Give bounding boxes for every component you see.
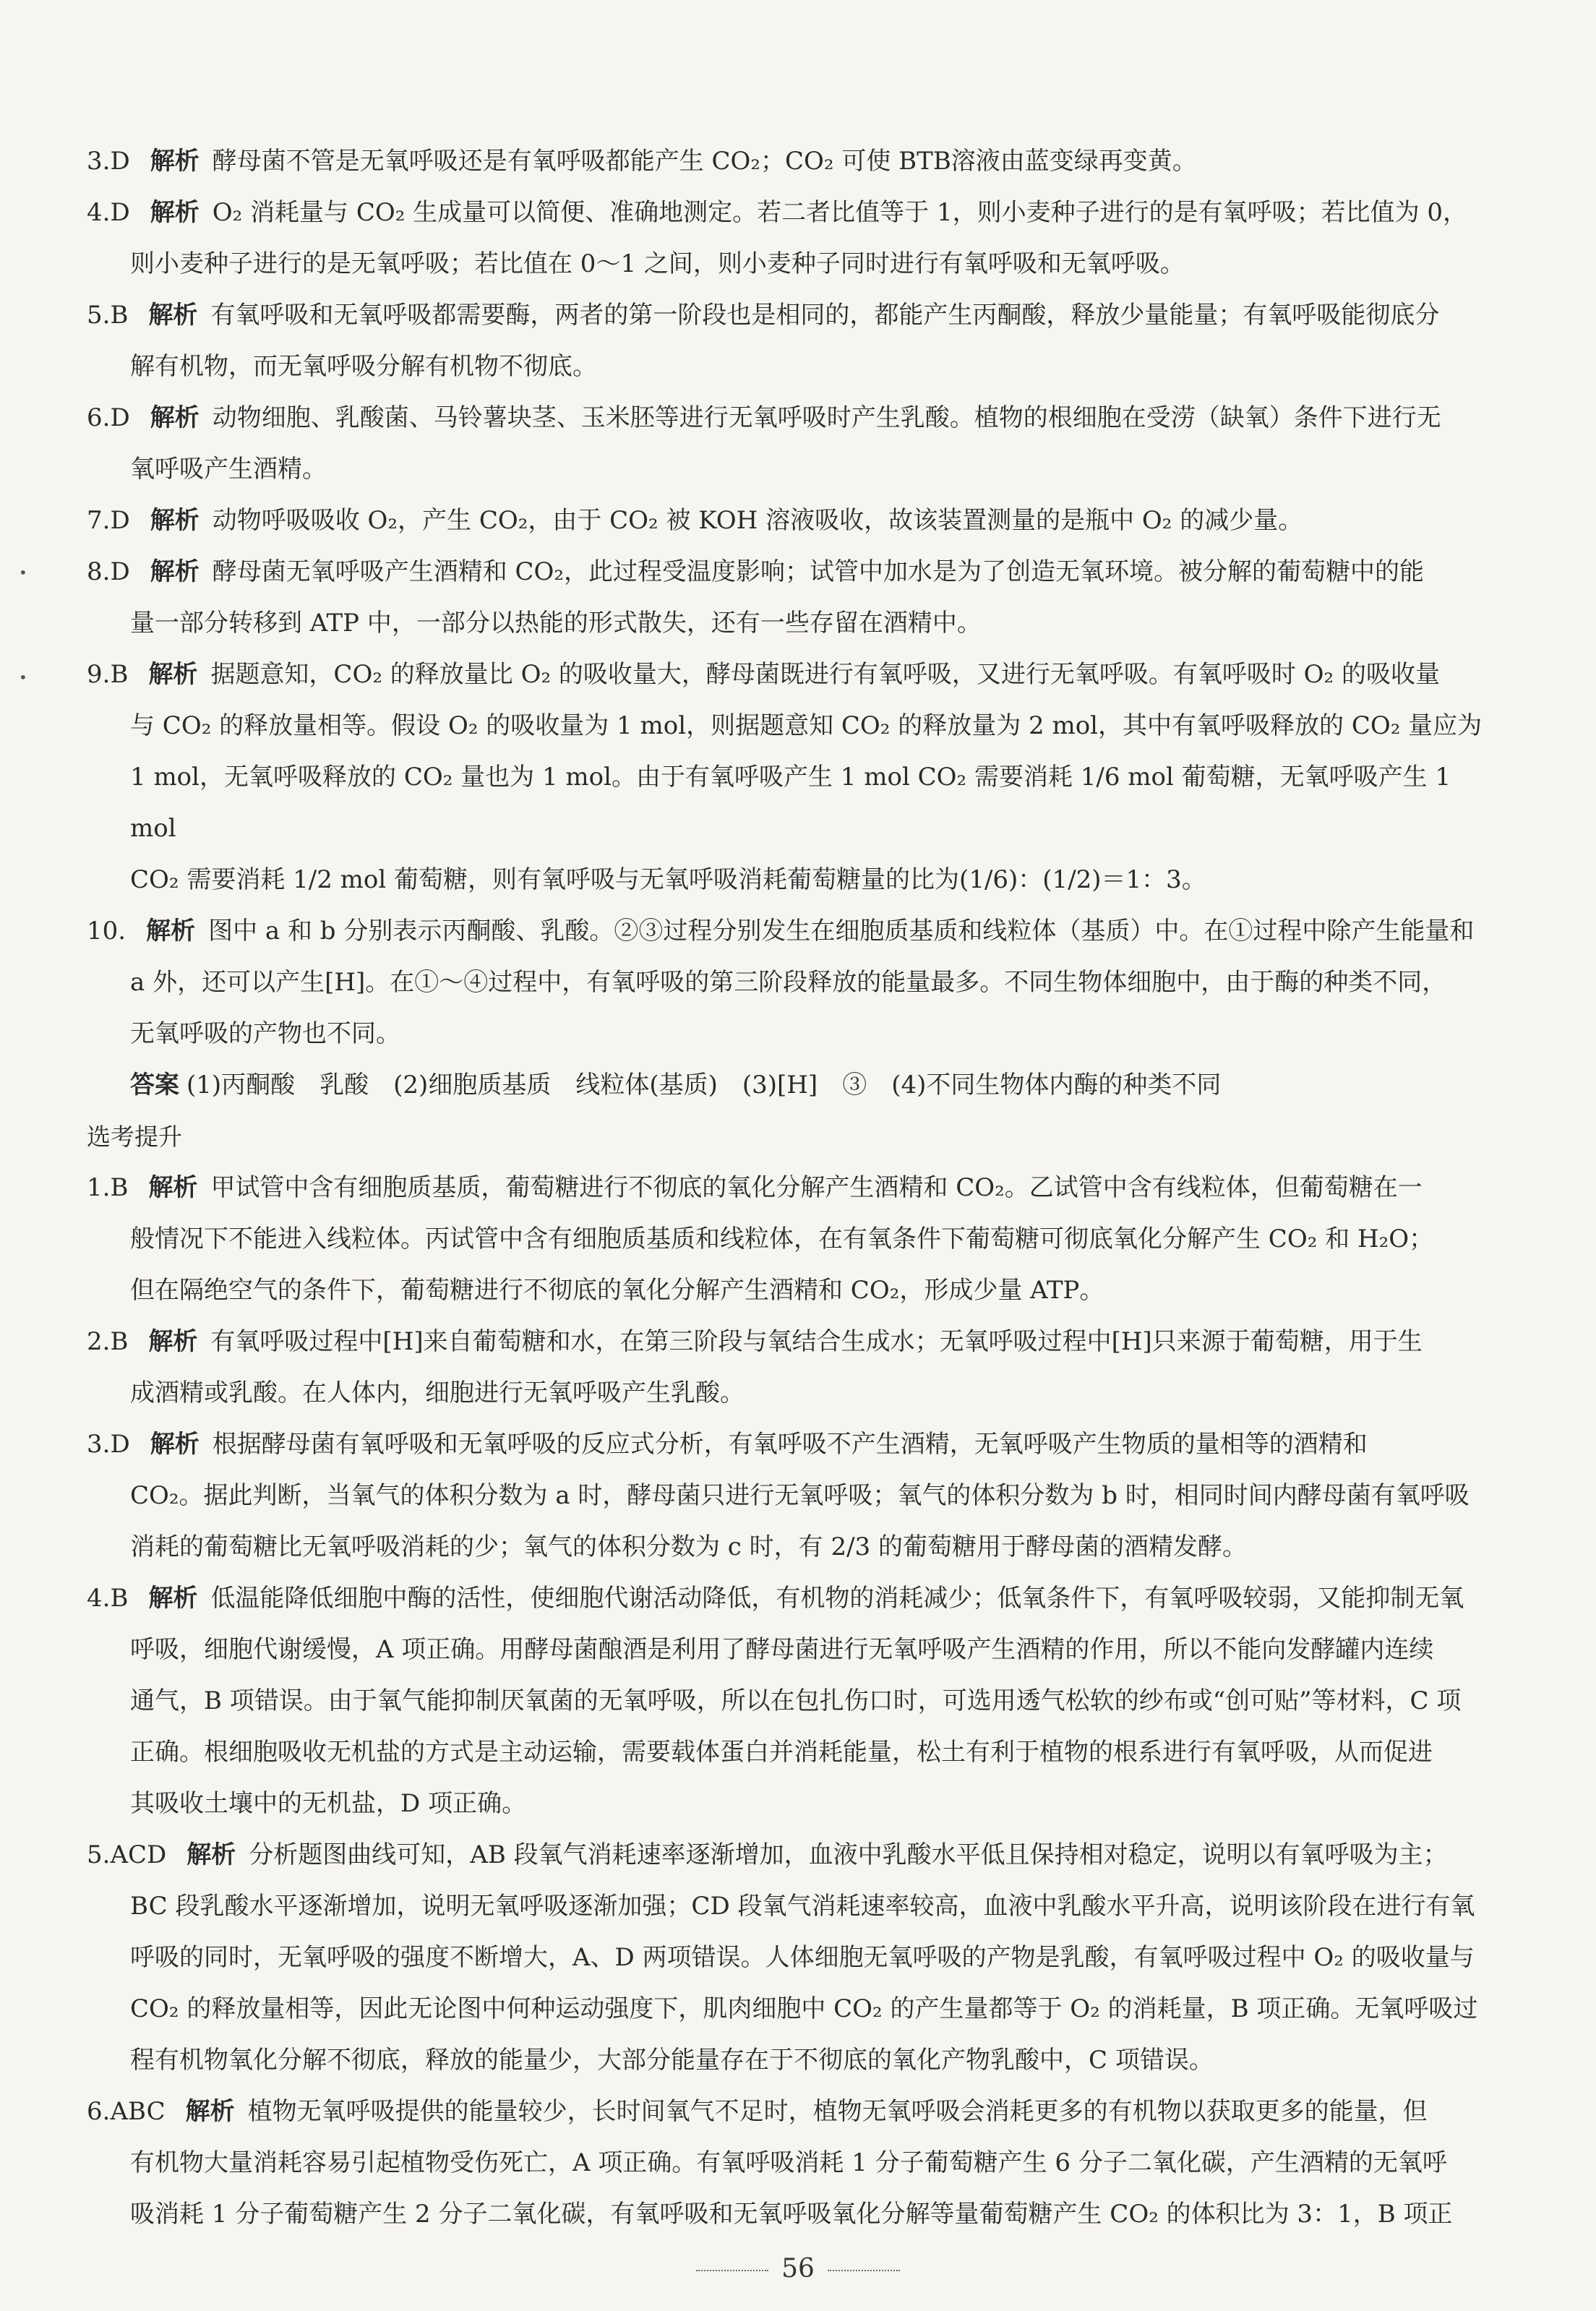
answer-line — [87, 1984, 1503, 2035]
answer-line — [87, 495, 1503, 546]
line-text: 图中 a 和 b 分别表示丙酮酸、乳酸。②③过程分别发生在细胞质基质和线粒体（基质）中。在①过程中除产生能量和 — [208, 917, 1475, 946]
answer-line — [87, 1470, 1503, 1522]
answer-list-2 — [87, 1162, 1503, 2240]
answer-item — [87, 136, 1503, 187]
line-text: 无氧呼吸的产物也不同。 — [130, 1019, 400, 1048]
line-text: 消耗的葡萄糖比无氧呼吸消耗的少；氧气的体积分数为 c 时，有 2/3 的葡萄糖用于酵母菌的酒精发酵。 — [130, 1532, 1247, 1561]
line-text: 酵母菌无氧呼吸产生酒精和 CO₂，此过程受温度影响；试管中加水是为了创造无氧环境。被分解的葡萄糖中的能 — [212, 557, 1425, 586]
line-text: 据题意知，CO₂ 的释放量比 O₂ 的吸收量大，酵母菌既进行有氧呼吸，又进行无氧呼吸。有氧呼吸时 O₂ 的吸收量 — [210, 660, 1440, 689]
answer-line — [87, 1162, 1503, 1214]
answer-line — [87, 239, 1503, 290]
line-text: 与 CO₂ 的释放量相等。假设 O₂ 的吸收量为 1 mol，则据题意知 CO₂ 的释放量为 2 mol，其中有氧呼吸释放的 CO₂ 量应为 — [130, 711, 1483, 740]
line-text: 根据酵母菌有氧呼吸和无氧呼吸的反应式分析，有氧呼吸不产生酒精，无氧呼吸产生物质的量相等的酒精和 — [212, 1430, 1368, 1459]
answer-item — [87, 1573, 1503, 1830]
footer-divider-left — [696, 2270, 768, 2271]
answer-line — [87, 1624, 1503, 1676]
answer-item — [87, 649, 1503, 906]
line-text: 程有机物氧化分解不彻底，释放的能量少，大部分能量存在于不彻底的氧化产物乳酸中，C 项错误。 — [130, 2046, 1214, 2075]
answer-line — [87, 1778, 1503, 1830]
line-text: 正确。根细胞吸收无机盐的方式是主动运输，需要载体蛋白并消耗能量，松土有利于植物的根系进行有氧呼吸，从而促进 — [130, 1738, 1433, 1767]
answer-line — [87, 136, 1503, 187]
answer-text: (1)丙酮酸 乳酸 (2)细胞质基质 线粒体(基质) (3)[H] ③ (4)不同生物体内酶的种类不同 — [186, 1071, 1222, 1099]
line-text: BC 段乳酸水平逐渐增加，说明无氧呼吸逐渐加强；CD 段氧气消耗速率较高，血液中乳酸水平升高，说明该阶段在进行有氧 — [130, 1892, 1475, 1921]
answer-line — [87, 1214, 1503, 1265]
line-text: 但在隔绝空气的条件下，葡萄糖进行不彻底的氧化分解产生酒精和 CO₂，形成少量 ATP。 — [130, 1276, 1104, 1305]
answer-line — [87, 598, 1503, 649]
answer-line — [87, 1573, 1503, 1624]
margin-mark: • — [19, 669, 27, 686]
analysis-keyword: 解析 — [150, 557, 200, 586]
analysis-keyword: 解析 — [148, 1173, 198, 1202]
question-number: 5.B — [87, 301, 129, 330]
line-text: 低温能降低细胞中酶的活性，使细胞代谢活动降低，有机物的消耗减少；低氧条件下，有氧呼吸较弱，又能抑制无氧 — [210, 1584, 1464, 1613]
line-text: 植物无氧呼吸提供的能量较少，长时间氧气不足时，植物无氧呼吸会消耗更多的有机物以获取更多的能量，但 — [247, 2097, 1428, 2126]
answer-line — [87, 1265, 1503, 1316]
answer-item — [87, 906, 1503, 1060]
answer-row — [87, 1060, 1503, 1111]
answer-content — [87, 136, 1503, 2240]
answer-line — [87, 700, 1503, 752]
analysis-keyword: 解析 — [150, 1430, 200, 1459]
analysis-keyword: 解析 — [150, 147, 200, 176]
line-text: 动物呼吸吸收 O₂，产生 CO₂，由于 CO₂ 被 KOH 溶液吸收，故该装置测量的是瓶中 O₂ 的减少量。 — [212, 506, 1303, 535]
answer-item — [87, 495, 1503, 546]
answer-item — [87, 2086, 1503, 2240]
answer-line — [87, 546, 1503, 598]
question-number: 2.B — [87, 1327, 129, 1356]
question-number: 10. — [87, 917, 126, 946]
answer-item — [87, 290, 1503, 393]
question-number: 7.D — [87, 506, 130, 535]
question-number: 6.D — [87, 403, 130, 432]
answer-line — [87, 1316, 1503, 1368]
question-number: 3.D — [87, 147, 130, 176]
answer-line — [87, 1830, 1503, 1881]
line-text: 般情况下不能进入线粒体。丙试管中含有细胞质基质和线粒体，在有氧条件下葡萄糖可彻底氧化分解产生 CO₂ 和 H₂O； — [130, 1225, 1434, 1253]
line-text: 通气，B 项错误。由于氧气能抑制厌氧菌的无氧呼吸，所以在包扎伤口时，可选用透气松软的纱布或“创可贴”等材料，C 项 — [130, 1686, 1462, 1715]
analysis-keyword: 解析 — [150, 198, 200, 227]
line-text: 解有机物，而无氧呼吸分解有机物不彻底。 — [130, 352, 597, 381]
answer-line — [87, 341, 1503, 393]
answer-line — [87, 393, 1503, 444]
line-text: 氧呼吸产生酒精。 — [130, 455, 327, 484]
answer-line — [87, 2086, 1503, 2138]
answer-line — [87, 854, 1503, 906]
analysis-keyword: 解析 — [150, 403, 200, 432]
answer-line — [87, 1932, 1503, 1984]
answer-list-1 — [87, 136, 1503, 1060]
line-text: 动物细胞、乳酸菌、马铃薯块茎、玉米胚等进行无氧呼吸时产生乳酸。植物的根细胞在受涝（缺氧）条件下进行无 — [212, 403, 1441, 432]
line-text: 则小麦种子进行的是无氧呼吸；若比值在 0～1 之间，则小麦种子同时进行有氧呼吸和无氧呼吸。 — [130, 249, 1185, 278]
analysis-keyword: 解析 — [186, 1840, 236, 1869]
question-number: 4.B — [87, 1584, 129, 1613]
answer-line — [87, 2035, 1503, 2086]
answer-line — [87, 1522, 1503, 1573]
answer-line — [87, 957, 1503, 1008]
margin-mark: • — [19, 564, 27, 581]
line-text: 吸消耗 1 分子葡萄糖产生 2 分子二氧化碳，有氧呼吸和无氧呼吸氧化分解等量葡萄糖产生 CO₂ 的体积比为 3：1，B 项正 — [130, 2200, 1453, 2229]
line-text: 有氧呼吸过程中[H]来自葡萄糖和水，在第三阶段与氧结合生成水；无氧呼吸过程中[H]只来源于葡萄糖，用于生 — [210, 1327, 1423, 1356]
line-text: 量一部分转移到 ATP 中，一部分以热能的形式散失，还有一些存留在酒精中。 — [130, 609, 982, 638]
page-footer — [0, 2254, 1596, 2284]
answer-item — [87, 1162, 1503, 1316]
question-number: 8.D — [87, 557, 130, 586]
line-text: 有机物大量消耗容易引起植物受伤死亡，A 项正确。有氧呼吸消耗 1 分子葡萄糖产生 6 分子二氧化碳，产生酒精的无氧呼 — [130, 2148, 1447, 2177]
question-number: 6.ABC — [87, 2097, 166, 2126]
answer-line — [87, 444, 1503, 495]
answer-line — [87, 1419, 1503, 1470]
line-text: CO₂。据此判断，当氧气的体积分数为 a 时，酵母菌只进行无氧呼吸；氧气的体积分数为 b 时，相同时间内酵母菌有氧呼吸 — [130, 1481, 1470, 1510]
answer-line — [87, 2189, 1503, 2240]
answer-item — [87, 1316, 1503, 1419]
answer-line — [87, 1368, 1503, 1419]
line-text: 其吸收土壤中的无机盐，D 项正确。 — [130, 1789, 527, 1818]
analysis-keyword: 解析 — [148, 1327, 198, 1356]
answer-line — [87, 290, 1503, 341]
line-text: 呼吸，细胞代谢缓慢，A 项正确。用酵母菌酿酒是利用了酵母菌进行无氧呼吸产生酒精的作用，所以不能向发酵罐内连续 — [130, 1635, 1434, 1664]
section-title: 选考提升 — [87, 1123, 182, 1151]
line-text: 分析题图曲线可知，AB 段氧气消耗速率逐渐增加，血液中乳酸水平低且保持相对稳定，说明以有氧呼吸为主； — [249, 1840, 1448, 1869]
answer-item — [87, 187, 1503, 290]
question-number: 9.B — [87, 660, 129, 689]
answer-line — [87, 1881, 1503, 1932]
answer-line — [87, 1676, 1503, 1727]
footer-divider-right — [828, 2270, 900, 2271]
line-text: 有氧呼吸和无氧呼吸都需要酶，两者的第一阶段也是相同的，都能产生丙酮酸，释放少量能量；有氧呼吸能彻底分 — [210, 301, 1440, 330]
line-text: 酵母菌不管是无氧呼吸还是有氧呼吸都能产生 CO₂；CO₂ 可使 BTB溶液由蓝变绿再变黄。 — [212, 147, 1197, 176]
line-text: 成酒精或乳酸。在人体内，细胞进行无氧呼吸产生乳酸。 — [130, 1379, 745, 1407]
question-number: 3.D — [87, 1430, 130, 1459]
line-text: CO₂ 需要消耗 1/2 mol 葡萄糖，则有氧呼吸与无氧呼吸消耗葡萄糖量的比为(1/6)：(1/2)＝1：3。 — [130, 865, 1206, 894]
analysis-keyword: 解析 — [148, 301, 198, 330]
answer-line — [87, 1727, 1503, 1778]
analysis-keyword: 解析 — [150, 506, 200, 535]
line-text: 1 mol，无氧呼吸释放的 CO₂ 量也为 1 mol。由于有氧呼吸产生 1 mol CO₂ 需要消耗 1/6 mol 葡萄糖，无氧呼吸产生 1 mol — [130, 763, 1451, 843]
line-text: O₂ 消耗量与 CO₂ 生成量可以简便、准确地测定。若二者比值等于 1，则小麦种子进行的是有氧呼吸；若比值为 0， — [212, 198, 1468, 227]
answer-line — [87, 1008, 1503, 1060]
question-number: 4.D — [87, 198, 130, 227]
answer-line — [87, 906, 1503, 957]
question-number: 1.B — [87, 1173, 129, 1202]
answer-keyword: 答案 — [130, 1071, 179, 1099]
analysis-keyword: 解析 — [146, 917, 196, 946]
answer-line — [87, 649, 1503, 700]
answer-item — [87, 1419, 1503, 1573]
answer-item — [87, 546, 1503, 649]
answer-line — [87, 2138, 1503, 2189]
analysis-keyword: 解析 — [148, 660, 198, 689]
analysis-keyword: 解析 — [185, 2097, 235, 2126]
answer-item — [87, 1830, 1503, 2086]
answer-line — [87, 187, 1503, 239]
page-number: 56 — [781, 2254, 815, 2284]
answer-line — [87, 752, 1503, 854]
line-text: a 外，还可以产生[H]。在①～④过程中，有氧呼吸的第三阶段释放的能量最多。不同生物体细胞中，由于酶的种类不同， — [130, 968, 1447, 997]
question-number: 5.ACD — [87, 1840, 167, 1869]
answer-item — [87, 393, 1503, 495]
line-text: CO₂ 的释放量相等，因此无论图中何种运动强度下，肌肉细胞中 CO₂ 的产生量都等于 O₂ 的消耗量，B 项正确。无氧呼吸过 — [130, 1994, 1478, 2023]
line-text: 甲试管中含有细胞质基质，葡萄糖进行不彻底的氧化分解产生酒精和 CO₂。乙试管中含有线粒体，但葡萄糖在一 — [210, 1173, 1423, 1202]
line-text: 呼吸的同时，无氧呼吸的强度不断增大，A、D 两项错误。人体细胞无氧呼吸的产物是乳酸，有氧呼吸过程中 O₂ 的吸收量与 — [130, 1943, 1475, 1972]
analysis-keyword: 解析 — [148, 1584, 198, 1613]
